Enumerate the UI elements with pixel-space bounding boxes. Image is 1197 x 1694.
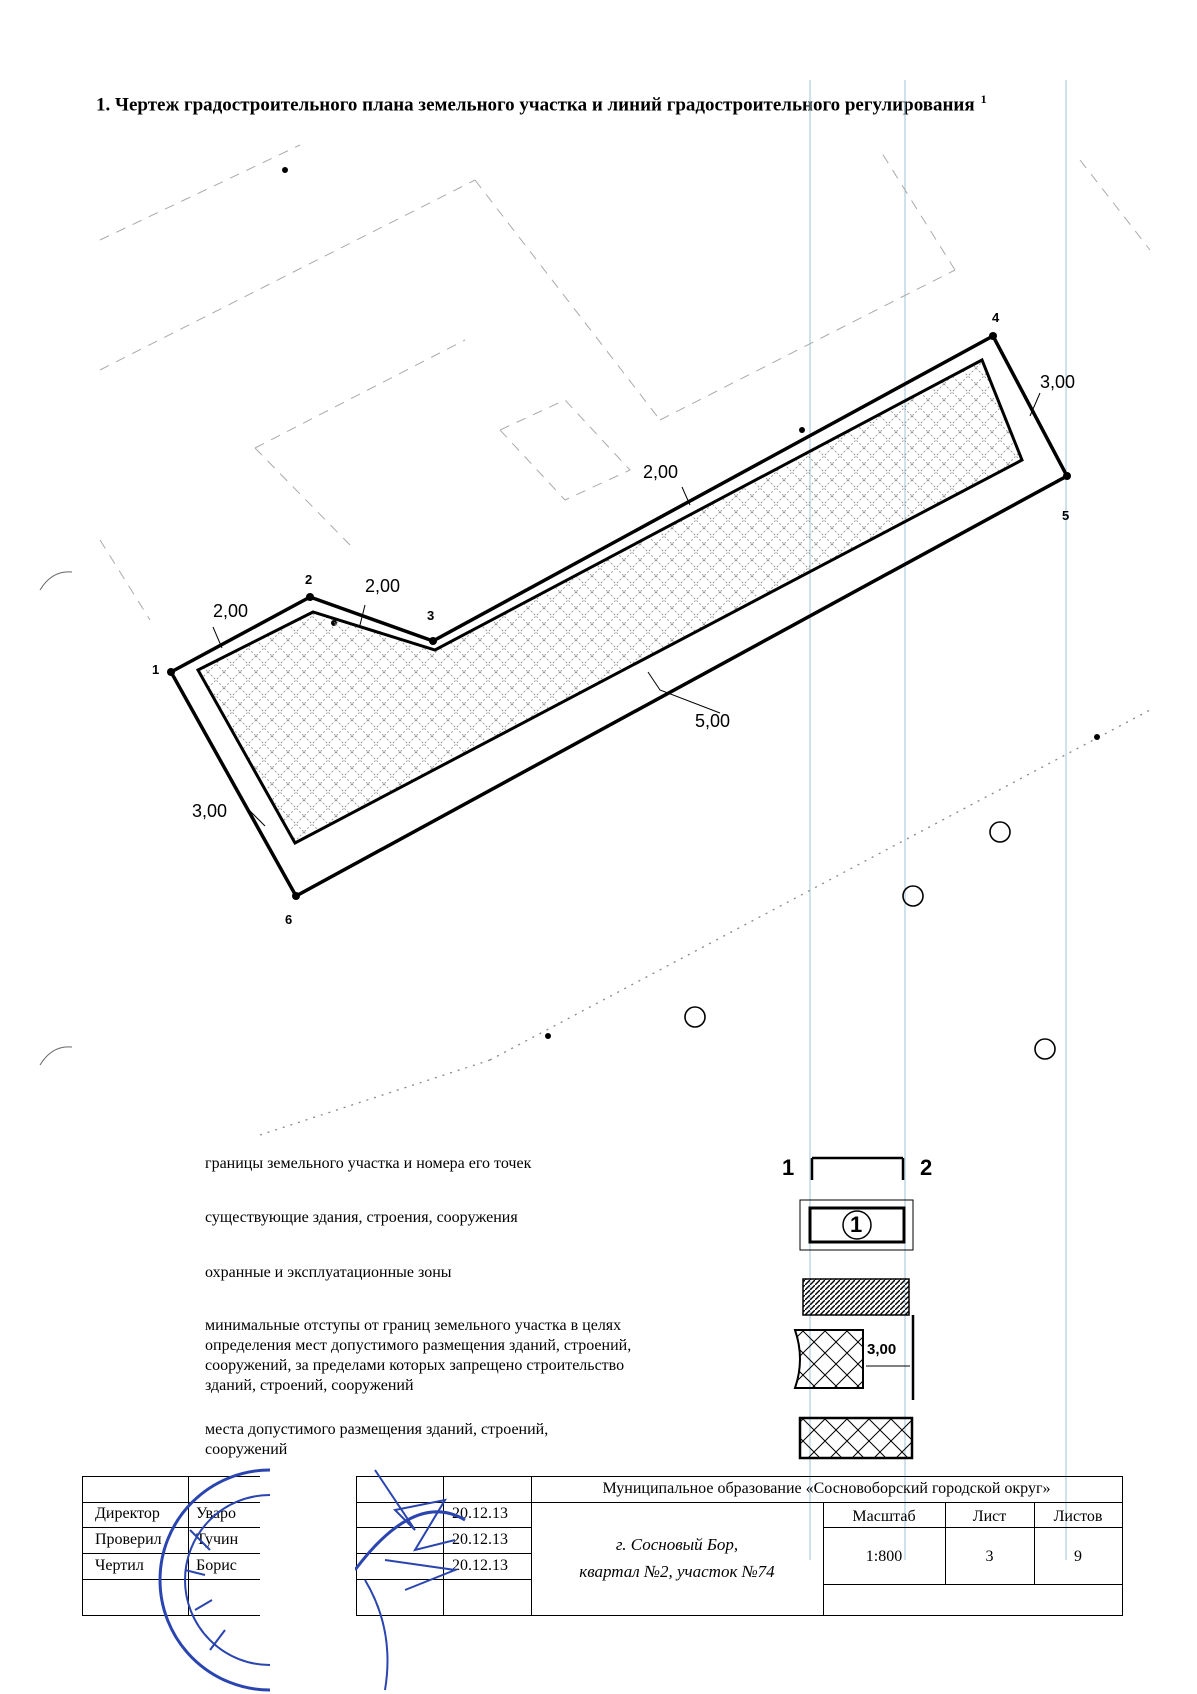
address-line-1: г. Сосновый Бор, <box>615 1535 739 1554</box>
legend-text-setbacks: минимальные отступы от границ земельного участка в целях определения мест допустимого размещения зданий, строений, сооружений, за пределами которых запрещено строительство зданий, строений, сооружений <box>205 1317 632 1394</box>
legend-symbol-protection-zone <box>803 1279 909 1315</box>
title-footnote: 1 <box>980 92 987 106</box>
date-drawn: 20.12.13 <box>452 1557 508 1574</box>
legend-boundary-left-number: 1 <box>782 1155 795 1180</box>
legend-text-protection-zones: охранные и эксплуатационные зоны <box>205 1264 452 1281</box>
point-number-5: 5 <box>1062 508 1070 523</box>
name-drawn: Борис <box>196 1557 237 1574</box>
signature-seal <box>355 1450 475 1694</box>
dimension-2-3: 2,00 <box>365 576 401 596</box>
point-number-1: 1 <box>152 662 160 677</box>
legend-building-number: 1 <box>850 1212 863 1237</box>
role-checked: Проверил <box>95 1531 162 1548</box>
legend-text-boundary: границы земельного участка и номера его точек <box>205 1155 532 1172</box>
point-number-6: 6 <box>285 912 293 927</box>
scale-label: Масштаб <box>852 1508 916 1525</box>
sheet-value: 3 <box>985 1548 994 1565</box>
name-director: Уваро <box>196 1505 236 1522</box>
legend-symbol-boundary <box>812 1158 903 1180</box>
redacted-area <box>900 1586 1100 1614</box>
scan-artifact <box>40 572 72 590</box>
date-checked: 20.12.13 <box>452 1531 508 1548</box>
sheets-value: 9 <box>1074 1548 1082 1565</box>
legend-symbol-allowed-zone <box>800 1418 912 1458</box>
legend-setback-value: 3,00 <box>867 1341 897 1358</box>
scale-value: 1:800 <box>865 1548 903 1565</box>
address-line-2: квартал №2, участок №74 <box>579 1562 775 1581</box>
municipality-name: Муниципальное образование «Сосновоборский городской округ» <box>602 1480 1051 1497</box>
sheets-label: Листов <box>1053 1508 1103 1525</box>
scan-artifact <box>40 1047 72 1065</box>
marker-dot <box>1094 734 1100 740</box>
legend-text-allowed-zone: места допустимого размещения зданий, строений, сооружений <box>205 1421 549 1458</box>
point-number-3: 3 <box>427 608 435 623</box>
role-director: Директор <box>95 1505 160 1522</box>
dimension-1-2: 2,00 <box>213 601 249 621</box>
official-seal <box>150 1440 270 1694</box>
dimension-3-4: 2,00 <box>643 462 679 482</box>
point-number-2: 2 <box>305 572 313 587</box>
dimension-4-5: 3,00 <box>1040 372 1076 392</box>
point-number-4: 4 <box>992 310 1000 325</box>
dimension-6-1: 3,00 <box>192 801 228 821</box>
legend-text-buildings: существующие здания, строения, сооружения <box>205 1209 518 1226</box>
marker-dot <box>545 1033 551 1039</box>
role-drawn: Чертил <box>95 1557 144 1574</box>
name-checked: Тучин <box>196 1531 239 1548</box>
title-text: 1. Чертеж градостроительного плана земельного участка и линий градостроительного регулирования <box>96 94 975 116</box>
marker-dot <box>799 427 805 433</box>
dimension-5-6: 5,00 <box>695 711 731 731</box>
legend-boundary-right-number: 2 <box>920 1155 933 1180</box>
date-director: 20.12.13 <box>452 1505 508 1522</box>
tree-symbols <box>685 822 1055 1059</box>
marker-dot <box>282 167 288 173</box>
sheet-label: Лист <box>972 1508 1007 1525</box>
